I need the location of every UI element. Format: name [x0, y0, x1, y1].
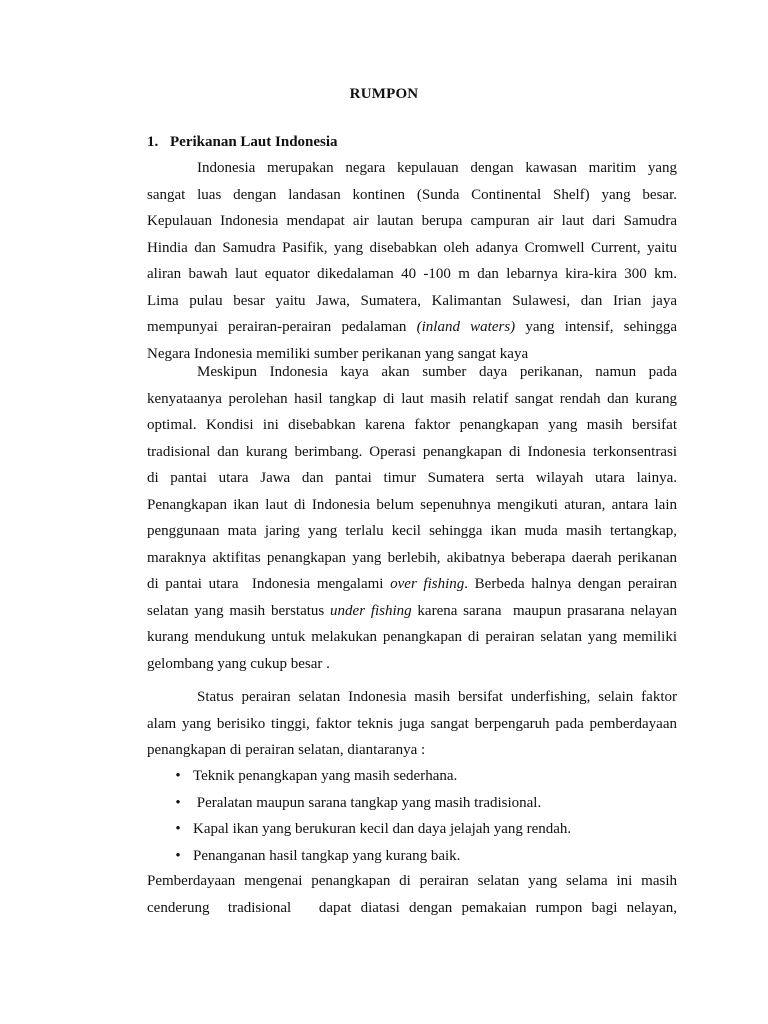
- section-number: 1.: [147, 134, 159, 150]
- paragraph-line: [147, 314, 677, 341]
- paragraph-line: [147, 235, 677, 262]
- paragraph-line: [147, 868, 677, 895]
- text-segment: . Berbeda halnya dengan perairan: [464, 576, 677, 592]
- text-segment: tradisional dan kurang berimbang. Operasi penangkapan di Indonesia terkonsentrasi: [147, 443, 677, 460]
- italic-text: (inland waters): [416, 319, 516, 335]
- bullet-text: Kapal ikan yang berukuran kecil dan daya jelajah yang rendah.: [193, 821, 572, 837]
- text-segment: kurang mendukung untuk melakukan penangkapan di perairan selatan yang memiliki: [147, 629, 677, 645]
- paragraph-line: [147, 208, 677, 235]
- text-segment: Kepulauan Indonesia mendapat air lautan berupa campuran air laut dari Samudra: [147, 213, 677, 229]
- paragraph-line: [147, 182, 677, 209]
- italic-text: over fishing: [390, 576, 465, 592]
- paragraph-line: [147, 598, 677, 625]
- bullet-item: [147, 763, 677, 790]
- paragraph-line: [147, 684, 677, 711]
- text-segment: Negara Indonesia memiliki sumber perikanan yang sangat kaya: [147, 345, 529, 362]
- text-segment: di pantai utara Indonesia mengalami: [147, 576, 391, 592]
- bullet-item: [147, 843, 677, 870]
- text-segment: Hindia dan Samudra Pasifik, yang disebabkan oleh adanya Cromwell Current, yaitu: [147, 239, 677, 256]
- bullet-list-container: [147, 763, 677, 869]
- text-segment: cenderung tradisional dapat diatasi dengan pemakaian rumpon bagi nelayan,: [147, 899, 677, 916]
- document-title: RUMPON: [349, 86, 419, 102]
- paragraph-line: [147, 895, 677, 922]
- text-segment: di pantai utara Jawa dan pantai timur Sumatera serta wilayah utara lainya.: [147, 470, 677, 486]
- bullet-icon: •: [175, 768, 181, 784]
- text-segment: Indonesia merupakan negara kepulauan dengan kawasan maritim yang: [197, 160, 677, 176]
- text-segment: penangkapan di perairan selatan, diantaranya :: [147, 742, 426, 758]
- paragraph-line: [147, 465, 677, 492]
- paragraph-line: [147, 651, 677, 678]
- text-segment: karena sarana maupun prasarana nelayan: [411, 602, 677, 619]
- text-segment: gelombang yang cukup besar .: [147, 655, 330, 672]
- text-segment: alam yang berisiko tinggi, faktor teknis juga sangat berpengaruh pada pemberdayaan: [147, 715, 677, 732]
- text-segment: aliran bawah laut equator dikedalaman 40 -100 m dan lebarnya kira-kira 300 km.: [147, 266, 677, 282]
- paragraph-line: [147, 624, 677, 651]
- bullet-list: [147, 763, 677, 869]
- paragraph-line: [147, 571, 677, 598]
- paragraph-line: [147, 288, 677, 315]
- text-segment: mempunyai perairan-perairan pedalaman: [147, 319, 417, 335]
- paragraph-1: [147, 155, 677, 367]
- bullet-icon: •: [175, 794, 181, 811]
- italic-text: under fishing: [330, 602, 412, 619]
- bullet-text: Penanganan hasil tangkap yang kurang baik.: [193, 847, 461, 864]
- text-segment: Pemberdayaan mengenai penangkapan di perairan selatan yang selama ini masih: [147, 873, 677, 889]
- paragraph-line: [147, 155, 677, 182]
- paragraph-line: [147, 439, 677, 466]
- paragraph-line: [147, 492, 677, 519]
- bullet-icon: •: [175, 821, 181, 837]
- text-segment: Penangkapan ikan laut di Indonesia belum sepenuhnya mengikuti aturan, antara lain: [147, 496, 677, 513]
- text-segment: kenyataanya perolehan hasil tangkap di laut masih relatif sangat rendah dan kurang: [147, 390, 677, 407]
- paragraph-line: [147, 545, 677, 572]
- paragraph-2: [147, 359, 677, 677]
- paragraph-line: [147, 359, 677, 386]
- text-segment: Status perairan selatan Indonesia masih bersifat underfishing, selain faktor: [197, 689, 677, 705]
- text-segment: Lima pulau besar yaitu Jawa, Sumatera, Kalimantan Sulawesi, dan Irian jaya: [147, 292, 677, 309]
- text-segment: penggunaan mata jaring yang terlalu kecil sehingga ikan muda masih tertangkap,: [147, 523, 677, 539]
- text-segment: optimal. Kondisi ini disebabkan karena faktor penangkapan yang masih bersifat: [147, 417, 677, 433]
- text-segment: yang intensif, sehingga: [515, 319, 677, 335]
- bullet-item: [147, 790, 677, 817]
- paragraph-line: [147, 412, 677, 439]
- bullet-icon: •: [175, 847, 181, 864]
- text-segment: maraknya aktifitas penangkapan yang berlebih, akibatnya beberapa daerah perikanan: [147, 549, 677, 566]
- paragraph-line: [147, 261, 677, 288]
- bullet-text: Teknik penangkapan yang masih sederhana.: [193, 768, 458, 784]
- paragraph-3: [147, 684, 677, 764]
- section-heading-text: Perikanan Laut Indonesia: [170, 134, 338, 150]
- bullet-item: [147, 816, 677, 843]
- section-heading: [147, 134, 338, 151]
- paragraph-line: [147, 518, 677, 545]
- text-segment: Meskipun Indonesia kaya akan sumber daya perikanan, namun pada: [197, 364, 677, 380]
- paragraph-line: [147, 737, 677, 764]
- text-segment: selatan yang masih berstatus: [147, 602, 331, 619]
- text-segment: sangat luas dengan landasan kontinen (Sunda Continental Shelf) yang besar.: [147, 186, 677, 203]
- bullet-text: Peralatan maupun sarana tangkap yang masih tradisional.: [193, 794, 542, 811]
- paragraph-4: [147, 868, 677, 921]
- paragraph-line: [147, 386, 677, 413]
- paragraph-line: [147, 711, 677, 738]
